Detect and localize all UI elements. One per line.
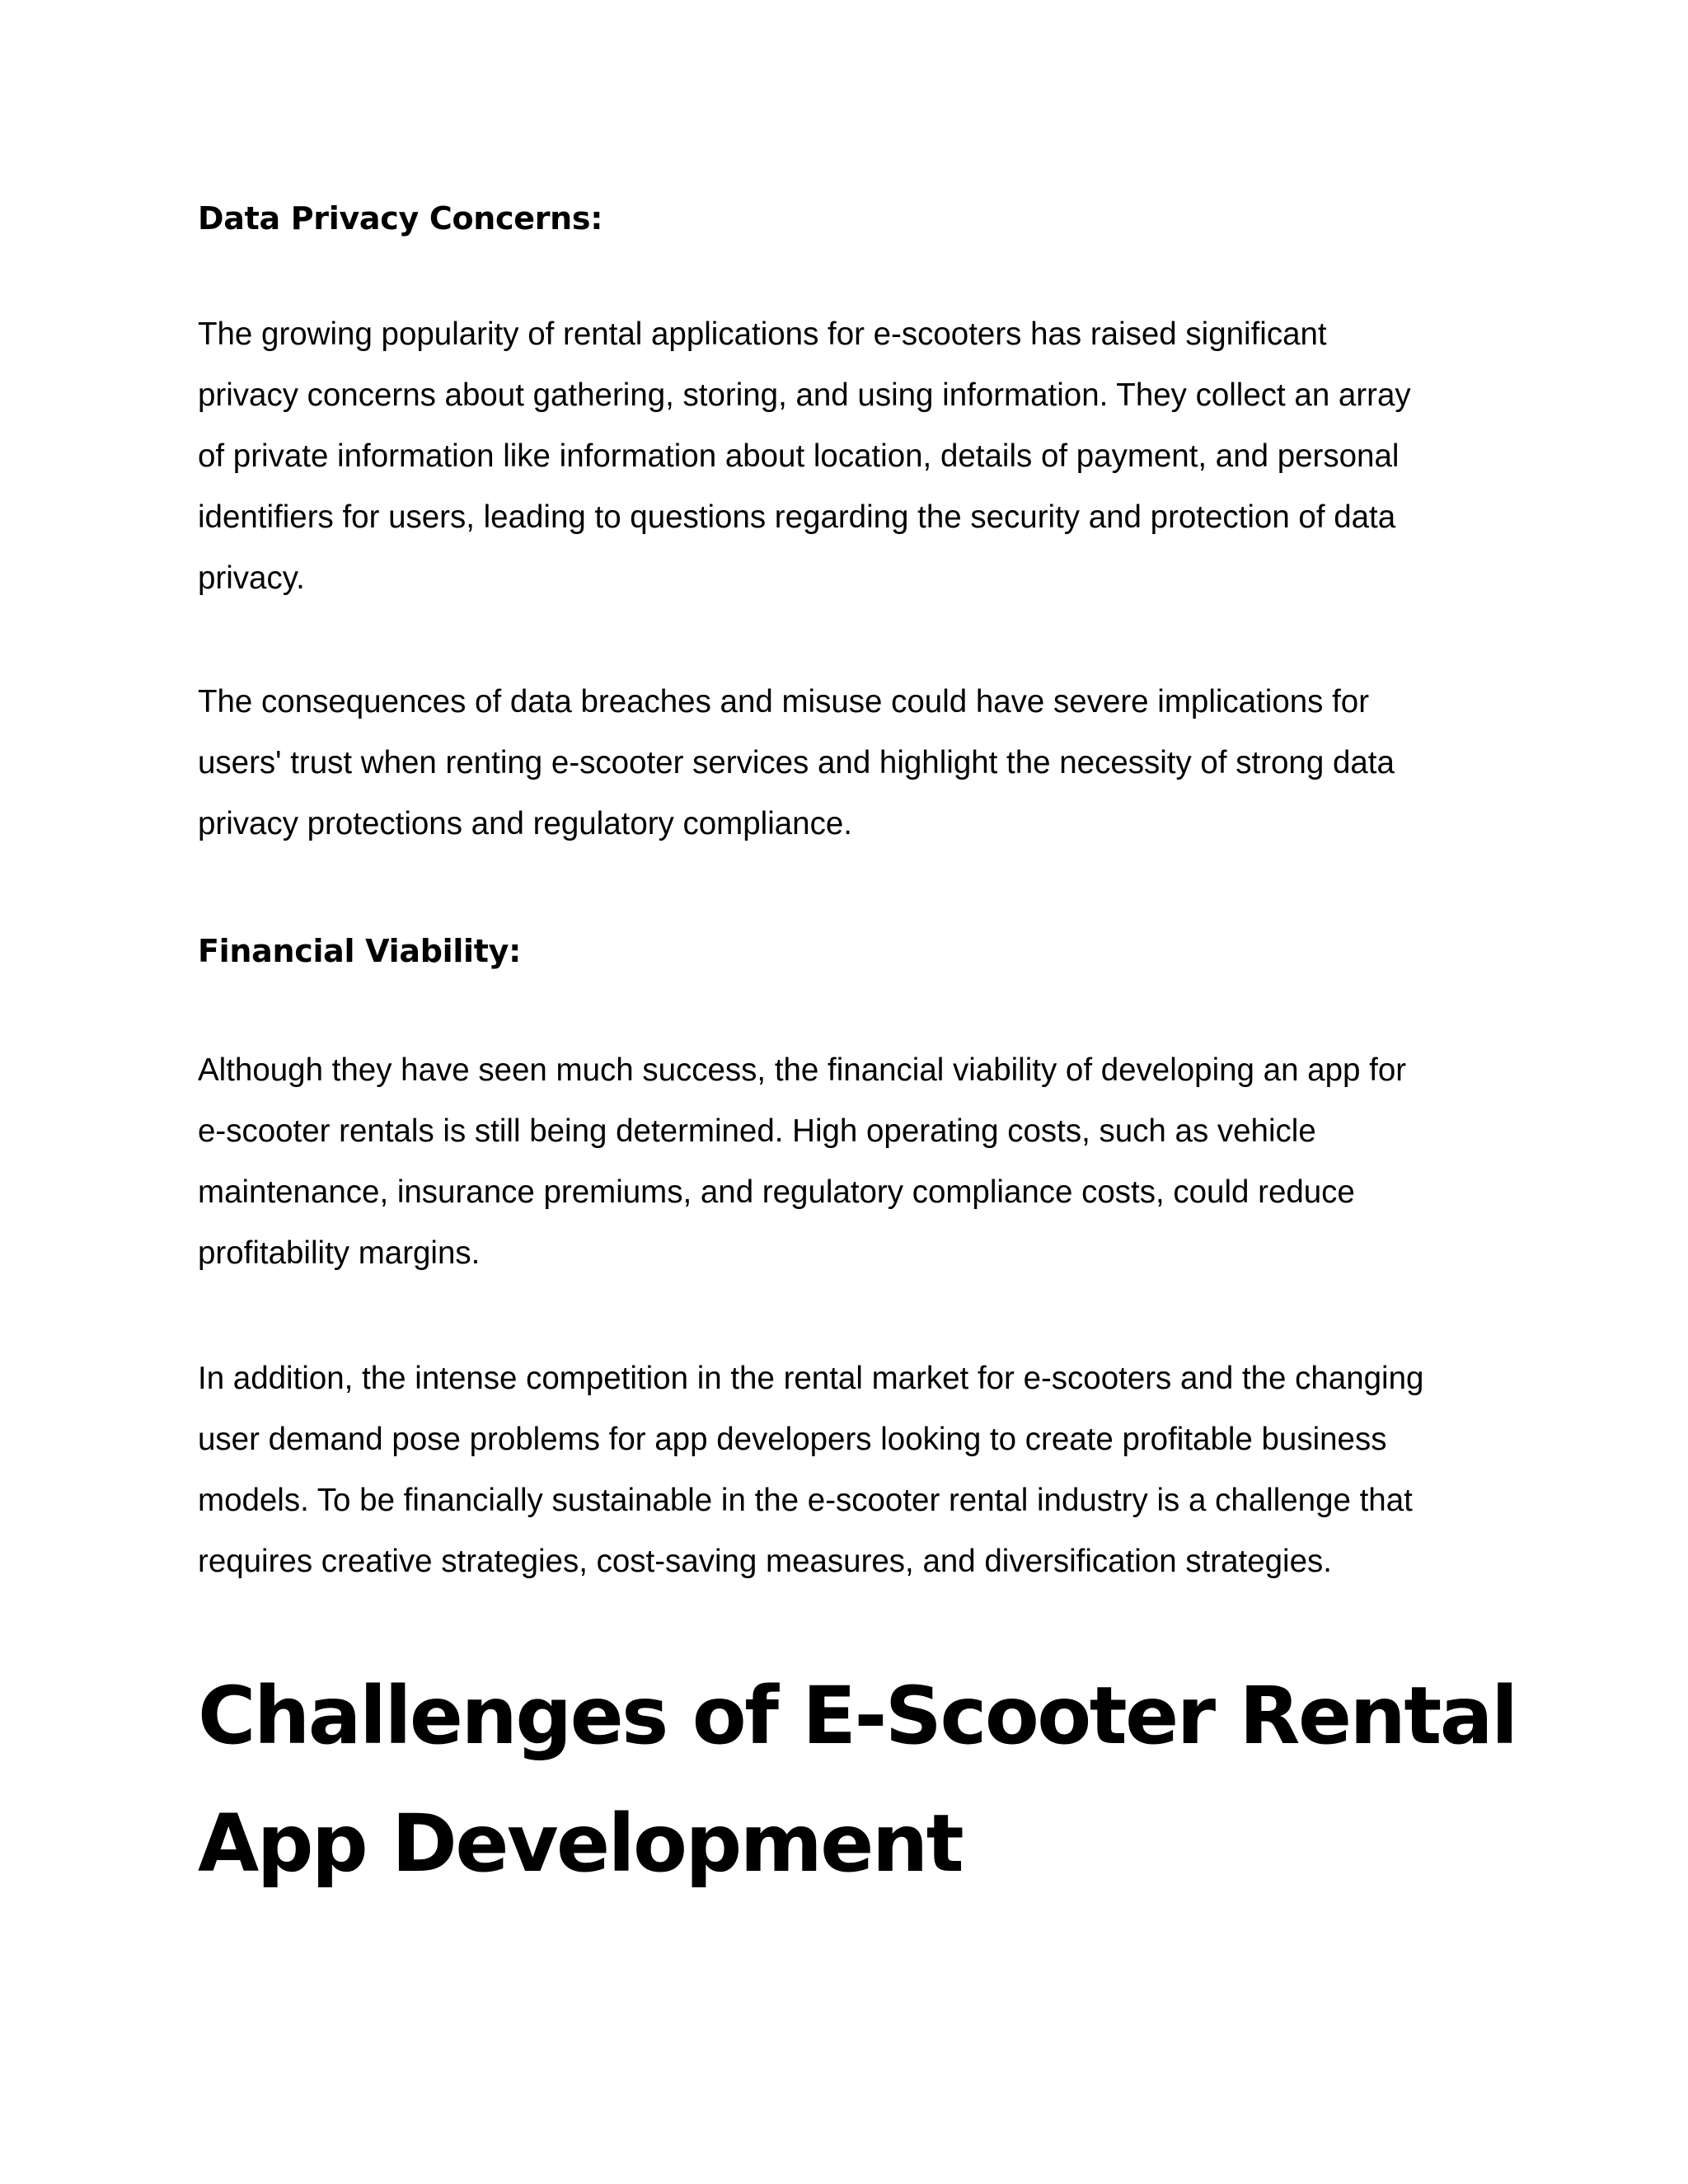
text-line: requires creative strategies, cost-saving measures, and diversification strategies. xyxy=(198,1544,1332,1579)
text-line: of private information like information about location, details of payment, and personal xyxy=(198,438,1400,474)
text-line: The consequences of data breaches and misuse could have severe implications for xyxy=(198,684,1370,719)
financial-paragraph-2 xyxy=(198,1348,1500,1592)
heading-line: App Development xyxy=(198,1797,963,1890)
text-line: identifiers for users, leading to questions regarding the security and protection of data xyxy=(198,499,1396,535)
privacy-heading: Data Privacy Concerns: xyxy=(198,200,603,237)
text-line: privacy protections and regulatory compliance. xyxy=(198,806,852,841)
text-line: user demand pose problems for app developers looking to create profitable business xyxy=(198,1422,1387,1457)
text-line: profitability margins. xyxy=(198,1235,481,1271)
text-line: maintenance, insurance premiums, and regulatory compliance costs, could reduce xyxy=(198,1174,1355,1210)
text-line: In addition, the intense competition in the rental market for e-scooters and the changing xyxy=(198,1361,1424,1396)
text-line: privacy concerns about gathering, storing, and using information. They collect an array xyxy=(198,377,1411,413)
privacy-paragraph-1 xyxy=(198,304,1500,609)
document-page xyxy=(198,0,1517,2184)
privacy-paragraph-2 xyxy=(198,672,1500,855)
text-line: e-scooter rentals is still being determined. High operating costs, such as vehicle xyxy=(198,1113,1316,1149)
text-line: models. To be financially sustainable in the e-scooter rental industry is a challenge that xyxy=(198,1483,1413,1518)
text-line: The growing popularity of rental applications for e-scooters has raised significant xyxy=(198,316,1327,352)
text-line: Although they have seen much success, the financial viability of developing an app for xyxy=(198,1052,1407,1088)
financial-heading: Financial Viability: xyxy=(198,933,521,969)
main-heading xyxy=(198,1652,1516,1908)
text-line: users' trust when renting e-scooter services and highlight the necessity of strong data xyxy=(198,745,1395,780)
financial-paragraph-1 xyxy=(198,1040,1500,1284)
heading-line: Challenges of E-Scooter Rental xyxy=(198,1670,1517,1762)
text-line: privacy. xyxy=(198,560,305,596)
